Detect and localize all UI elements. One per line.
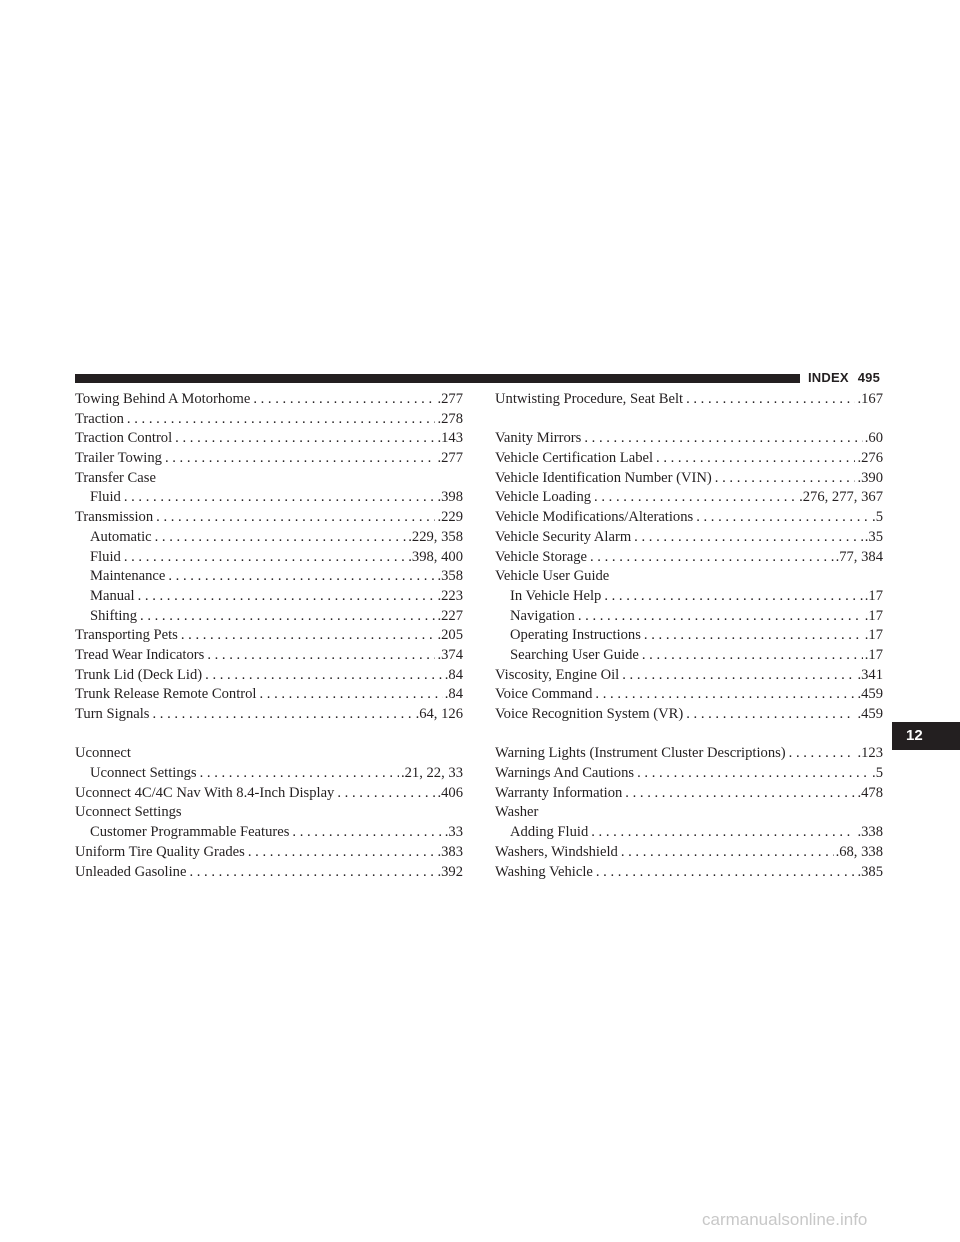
- entry-pages[interactable]: .21, 22, 33: [400, 765, 463, 782]
- entry-term: Warnings And Cautions: [495, 765, 635, 782]
- entry-pages[interactable]: .5: [872, 765, 883, 782]
- entry-pages[interactable]: .84: [444, 666, 463, 683]
- entry-term: Turn Signals: [75, 706, 150, 722]
- entry-pages[interactable]: .374: [437, 646, 463, 663]
- entry-term: Vehicle Storage: [495, 548, 587, 565]
- dot-leader: [124, 548, 406, 568]
- dot-leader: [155, 528, 407, 548]
- entry-term: Customer Programmable Features: [90, 824, 290, 841]
- index-entry[interactable]: [495, 508, 883, 528]
- dot-leader: [644, 626, 863, 646]
- entry-pages[interactable]: .64, 126: [415, 706, 463, 722]
- index-entry[interactable]: [495, 705, 883, 725]
- header-rule: [75, 374, 800, 383]
- entry-term: Towing Behind A Motorhome: [75, 391, 251, 407]
- index-entry[interactable]: [495, 666, 883, 686]
- entry-pages[interactable]: .406: [437, 784, 463, 801]
- entry-term: Adding Fluid: [510, 824, 589, 841]
- entry-pages[interactable]: .35: [864, 528, 883, 545]
- dot-leader: [686, 390, 855, 410]
- index-entry[interactable]: [495, 744, 883, 764]
- dot-leader: [686, 705, 855, 725]
- entry-pages[interactable]: .123: [857, 745, 883, 762]
- entry-term: Uconnect 4C/4C Nav With 8.4-Inch Display: [75, 784, 335, 801]
- index-entry[interactable]: [75, 705, 463, 725]
- entry-term: Transfer Case: [75, 469, 156, 486]
- entry-term: Tread Wear Indicators: [75, 646, 205, 663]
- dot-leader: [189, 863, 435, 883]
- entry-pages[interactable]: .205: [437, 627, 463, 644]
- entry-term: Vanity Mirrors: [495, 430, 582, 447]
- entry-term: Vehicle Loading: [495, 489, 592, 506]
- index-entry[interactable]: [495, 469, 883, 489]
- entry-pages[interactable]: .338: [857, 824, 883, 841]
- index-entry[interactable]: [75, 429, 463, 449]
- entry-pages[interactable]: .223: [437, 587, 463, 604]
- index-entry[interactable]: [495, 548, 883, 568]
- index-subentry[interactable]: [75, 567, 463, 587]
- entry-pages[interactable]: .60: [864, 430, 883, 447]
- entry-pages[interactable]: .398, 400: [408, 548, 463, 565]
- index-subentry[interactable]: [495, 823, 883, 843]
- dot-leader: [140, 607, 435, 627]
- entry-term: Vehicle Certification Label: [495, 450, 654, 467]
- index-subentry[interactable]: [75, 587, 463, 607]
- index-entry[interactable]: [495, 764, 883, 784]
- index-subentry[interactable]: [495, 626, 883, 646]
- index-entry[interactable]: [495, 390, 883, 410]
- index-entry[interactable]: [495, 449, 883, 469]
- entry-pages[interactable]: .5: [872, 509, 883, 526]
- index-entry[interactable]: [495, 803, 883, 823]
- entry-pages[interactable]: .385: [857, 863, 883, 880]
- index-entry[interactable]: [75, 784, 463, 804]
- entry-pages[interactable]: .277: [437, 391, 463, 407]
- section-title: INDEX: [808, 370, 849, 385]
- entry-term: Voice Recognition System (VR): [495, 706, 684, 722]
- dot-leader: [696, 508, 870, 528]
- index-entry[interactable]: [495, 843, 883, 863]
- dot-leader: [248, 843, 436, 863]
- dot-leader: [591, 823, 855, 843]
- running-header: [808, 370, 880, 386]
- entry-term: Transmission: [75, 509, 154, 526]
- dot-leader: [625, 784, 855, 804]
- entry-pages[interactable]: .77, 384: [835, 548, 883, 565]
- dot-leader: [200, 764, 399, 784]
- entry-pages[interactable]: .17: [864, 607, 883, 624]
- index-column-left: [75, 390, 463, 882]
- entry-pages[interactable]: .478: [857, 784, 883, 801]
- dot-leader: [604, 587, 862, 607]
- entry-term: Trunk Lid (Deck Lid): [75, 666, 203, 683]
- dot-leader: [590, 548, 834, 568]
- entry-pages[interactable]: .84: [444, 686, 463, 703]
- dot-leader: [205, 666, 443, 686]
- entry-term: Voice Command: [495, 686, 593, 703]
- entry-pages[interactable]: .17: [864, 646, 883, 663]
- entry-gap: [75, 725, 463, 745]
- dot-leader: [165, 449, 436, 469]
- index-subentry[interactable]: [495, 587, 883, 607]
- entry-term: Untwisting Procedure, Seat Belt: [495, 391, 684, 407]
- dot-leader: [181, 626, 436, 646]
- index-entry[interactable]: [75, 685, 463, 705]
- index-entry[interactable]: [75, 449, 463, 469]
- watermark: carmanualsonline.info: [702, 1210, 868, 1229]
- entry-term: Uconnect: [75, 745, 131, 762]
- entry-pages[interactable]: .459: [857, 686, 883, 703]
- index-entry[interactable]: [495, 685, 883, 705]
- entry-term: Warranty Information: [495, 784, 623, 801]
- index-entry[interactable]: [495, 567, 883, 587]
- entry-gap: [495, 410, 883, 430]
- dot-leader: [642, 646, 863, 666]
- dot-leader: [259, 685, 442, 705]
- entry-term: Transporting Pets: [75, 627, 178, 644]
- entry-term: Searching User Guide: [510, 646, 639, 663]
- entry-term: Washing Vehicle: [495, 863, 593, 880]
- dot-leader: [656, 449, 855, 469]
- entry-pages[interactable]: .278: [437, 410, 463, 427]
- entry-term: Traction Control: [75, 430, 173, 447]
- entry-term: Vehicle Security Alarm: [495, 528, 632, 545]
- dot-leader: [634, 528, 863, 548]
- index-subentry[interactable]: [75, 823, 463, 843]
- dot-leader: [175, 429, 435, 449]
- entry-gap: [495, 725, 883, 745]
- dot-leader: [152, 705, 413, 725]
- dot-leader: [127, 410, 436, 430]
- index-subentry[interactable]: [75, 488, 463, 508]
- entry-pages[interactable]: .277: [437, 450, 463, 467]
- dot-leader: [138, 587, 436, 607]
- dot-leader: [715, 469, 856, 489]
- entry-pages[interactable]: .358: [437, 568, 463, 585]
- index-entry[interactable]: [75, 626, 463, 646]
- entry-term: Trailer Towing: [75, 450, 162, 467]
- entry-term: Washers, Windshield: [495, 843, 618, 860]
- index-entry[interactable]: [75, 863, 463, 883]
- dot-leader: [596, 863, 856, 883]
- entry-term: Navigation: [510, 607, 575, 624]
- index-entry[interactable]: [495, 863, 883, 883]
- page-number: 495: [857, 370, 881, 385]
- entry-term: Uconnect Settings: [75, 804, 182, 821]
- entry-pages[interactable]: .392: [437, 863, 463, 880]
- dot-leader: [337, 784, 435, 804]
- entry-term: Traction: [75, 410, 124, 427]
- entry-pages[interactable]: .276: [857, 450, 883, 467]
- index-entry[interactable]: [75, 803, 463, 823]
- index-subentry[interactable]: [495, 646, 883, 666]
- entry-term: Warning Lights (Instrument Cluster Descriptions): [495, 745, 786, 762]
- index-entry[interactable]: [75, 744, 463, 764]
- entry-term: Vehicle Identification Number (VIN): [495, 469, 712, 486]
- index-subentry[interactable]: [75, 607, 463, 627]
- entry-term: Uniform Tire Quality Grades: [75, 843, 245, 860]
- index-entry[interactable]: [75, 410, 463, 430]
- index-subentry[interactable]: [75, 528, 463, 548]
- dot-leader: [124, 488, 436, 508]
- dot-leader: [578, 607, 863, 627]
- entry-pages[interactable]: .167: [857, 391, 883, 407]
- section-tab[interactable]: 12: [892, 722, 960, 750]
- index-subentry[interactable]: [75, 548, 463, 568]
- index-subentry[interactable]: [75, 764, 463, 784]
- index-entry[interactable]: [75, 666, 463, 686]
- entry-pages[interactable]: .143: [437, 430, 463, 447]
- entry-term: Vehicle Modifications/Alterations: [495, 509, 694, 526]
- index-entry[interactable]: [495, 429, 883, 449]
- entry-pages[interactable]: .68, 338: [835, 843, 883, 860]
- entry-pages[interactable]: .33: [444, 824, 463, 841]
- dot-leader: [253, 390, 435, 410]
- dot-leader: [595, 685, 855, 705]
- entry-term: Uconnect Settings: [90, 765, 197, 782]
- index-entry[interactable]: [75, 843, 463, 863]
- entry-pages[interactable]: .459: [857, 706, 883, 722]
- entry-pages[interactable]: .276, 277, 367: [799, 489, 883, 506]
- dot-leader: [789, 744, 856, 764]
- entry-pages[interactable]: .17: [864, 627, 883, 644]
- index-subentry[interactable]: [495, 607, 883, 627]
- entry-pages[interactable]: .227: [437, 607, 463, 624]
- dot-leader: [584, 429, 862, 449]
- entry-term: Vehicle User Guide: [495, 568, 610, 585]
- index-entry[interactable]: [495, 784, 883, 804]
- entry-pages[interactable]: .383: [437, 843, 463, 860]
- entry-term: Viscosity, Engine Oil: [495, 666, 620, 683]
- entry-term: Operating Instructions: [510, 627, 641, 644]
- entry-pages[interactable]: .390: [857, 469, 883, 486]
- entry-term: In Vehicle Help: [510, 587, 602, 604]
- index-entry[interactable]: [495, 488, 883, 508]
- entry-term: Fluid: [90, 489, 121, 506]
- entry-term: Washer: [495, 804, 539, 821]
- entry-term: Trunk Release Remote Control: [75, 686, 257, 703]
- index-entry[interactable]: [75, 469, 463, 489]
- dot-leader: [621, 843, 834, 863]
- index-entry[interactable]: [75, 508, 463, 528]
- entry-term: Manual: [90, 587, 135, 604]
- dot-leader: [292, 823, 442, 843]
- entry-term: Unleaded Gasoline: [75, 863, 187, 880]
- index-column-right: [495, 390, 883, 882]
- entry-pages[interactable]: .398: [437, 489, 463, 506]
- dot-leader: [637, 764, 870, 784]
- index-entry[interactable]: [75, 646, 463, 666]
- entry-pages[interactable]: .341: [857, 666, 883, 683]
- dot-leader: [622, 666, 855, 686]
- index-entry[interactable]: [495, 528, 883, 548]
- dot-leader: [156, 508, 435, 528]
- entry-pages[interactable]: .229: [437, 509, 463, 526]
- entry-term: Maintenance: [90, 568, 166, 585]
- dot-leader: [207, 646, 435, 666]
- entry-term: Automatic: [90, 528, 152, 545]
- index-entry[interactable]: [75, 390, 463, 410]
- entry-term: Fluid: [90, 548, 121, 565]
- entry-pages[interactable]: .17: [864, 587, 883, 604]
- dot-leader: [594, 488, 797, 508]
- entry-term: Shifting: [90, 607, 138, 624]
- entry-pages[interactable]: .229, 358: [408, 528, 463, 545]
- dot-leader: [168, 567, 435, 587]
